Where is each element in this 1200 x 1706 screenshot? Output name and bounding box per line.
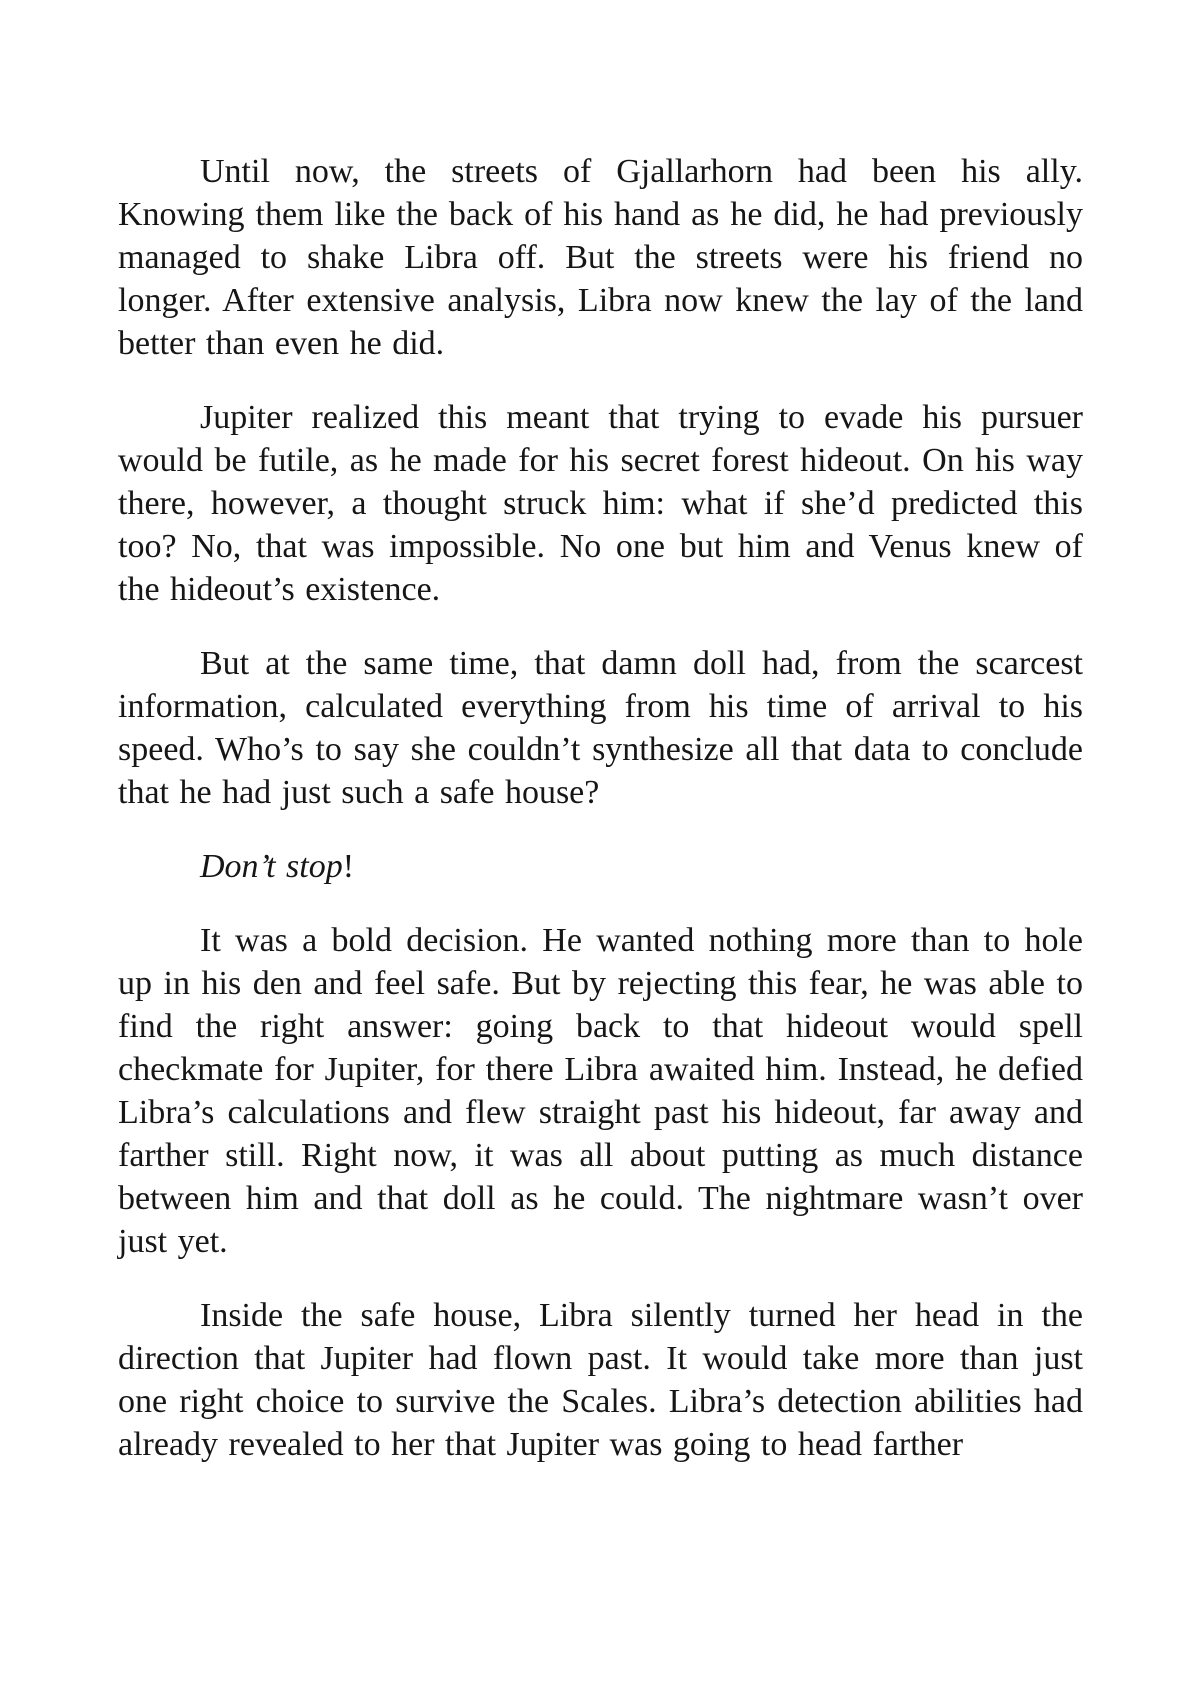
- paragraph-2: Jupiter realized this meant that trying to evade his pursuer would be futile, as he made for his secret forest hideout. On his way there, however, a thought struck him: what if she’d predicted this too? No, that was impossible. No one but him and Venus knew of the hideout’s existence.: [118, 399, 1083, 608]
- paragraph-1: Until now, the streets of Gjallarhorn had been his ally. Knowing them like the back of his hand as he did, he had previously managed to shake Libra off. But the streets were his friend no longer. After extensive analysis, Libra now knew the lay of the land better than even he did.: [118, 153, 1083, 362]
- emphasis-text: Don’t stop: [200, 848, 343, 885]
- text-block: [118, 150, 1083, 1466]
- paragraph-5: It was a bold decision. He wanted nothing more than to hole up in his den and feel safe. But by rejecting this fear, he was able to find the right answer: going back to that hideout would spell checkmate for Jupiter, for there Libra awaited him. Instead, he defied Libra’s calculations and flew straight past his hideout, far away and farther still. Right now, it was all about putting as much distance between him and that doll as he could. The nightmare wasn’t over just yet.: [118, 922, 1083, 1260]
- paragraph-emphasis: [118, 845, 1083, 888]
- paragraph-6: Inside the safe house, Libra silently turned her head in the direction that Jupiter had flown past. It would take more than just one right choice to survive the Scales. Libra’s detection abilities had already revealed to her that Jupiter was going to head farther: [118, 1297, 1083, 1463]
- paragraph-3: But at the same time, that damn doll had, from the scarcest information, calculated everything from his time of arrival to his speed. Who’s to say she couldn’t synthesize all that data to conclude that he had just such a safe house?: [118, 645, 1083, 811]
- emphasis-suffix: !: [342, 848, 355, 885]
